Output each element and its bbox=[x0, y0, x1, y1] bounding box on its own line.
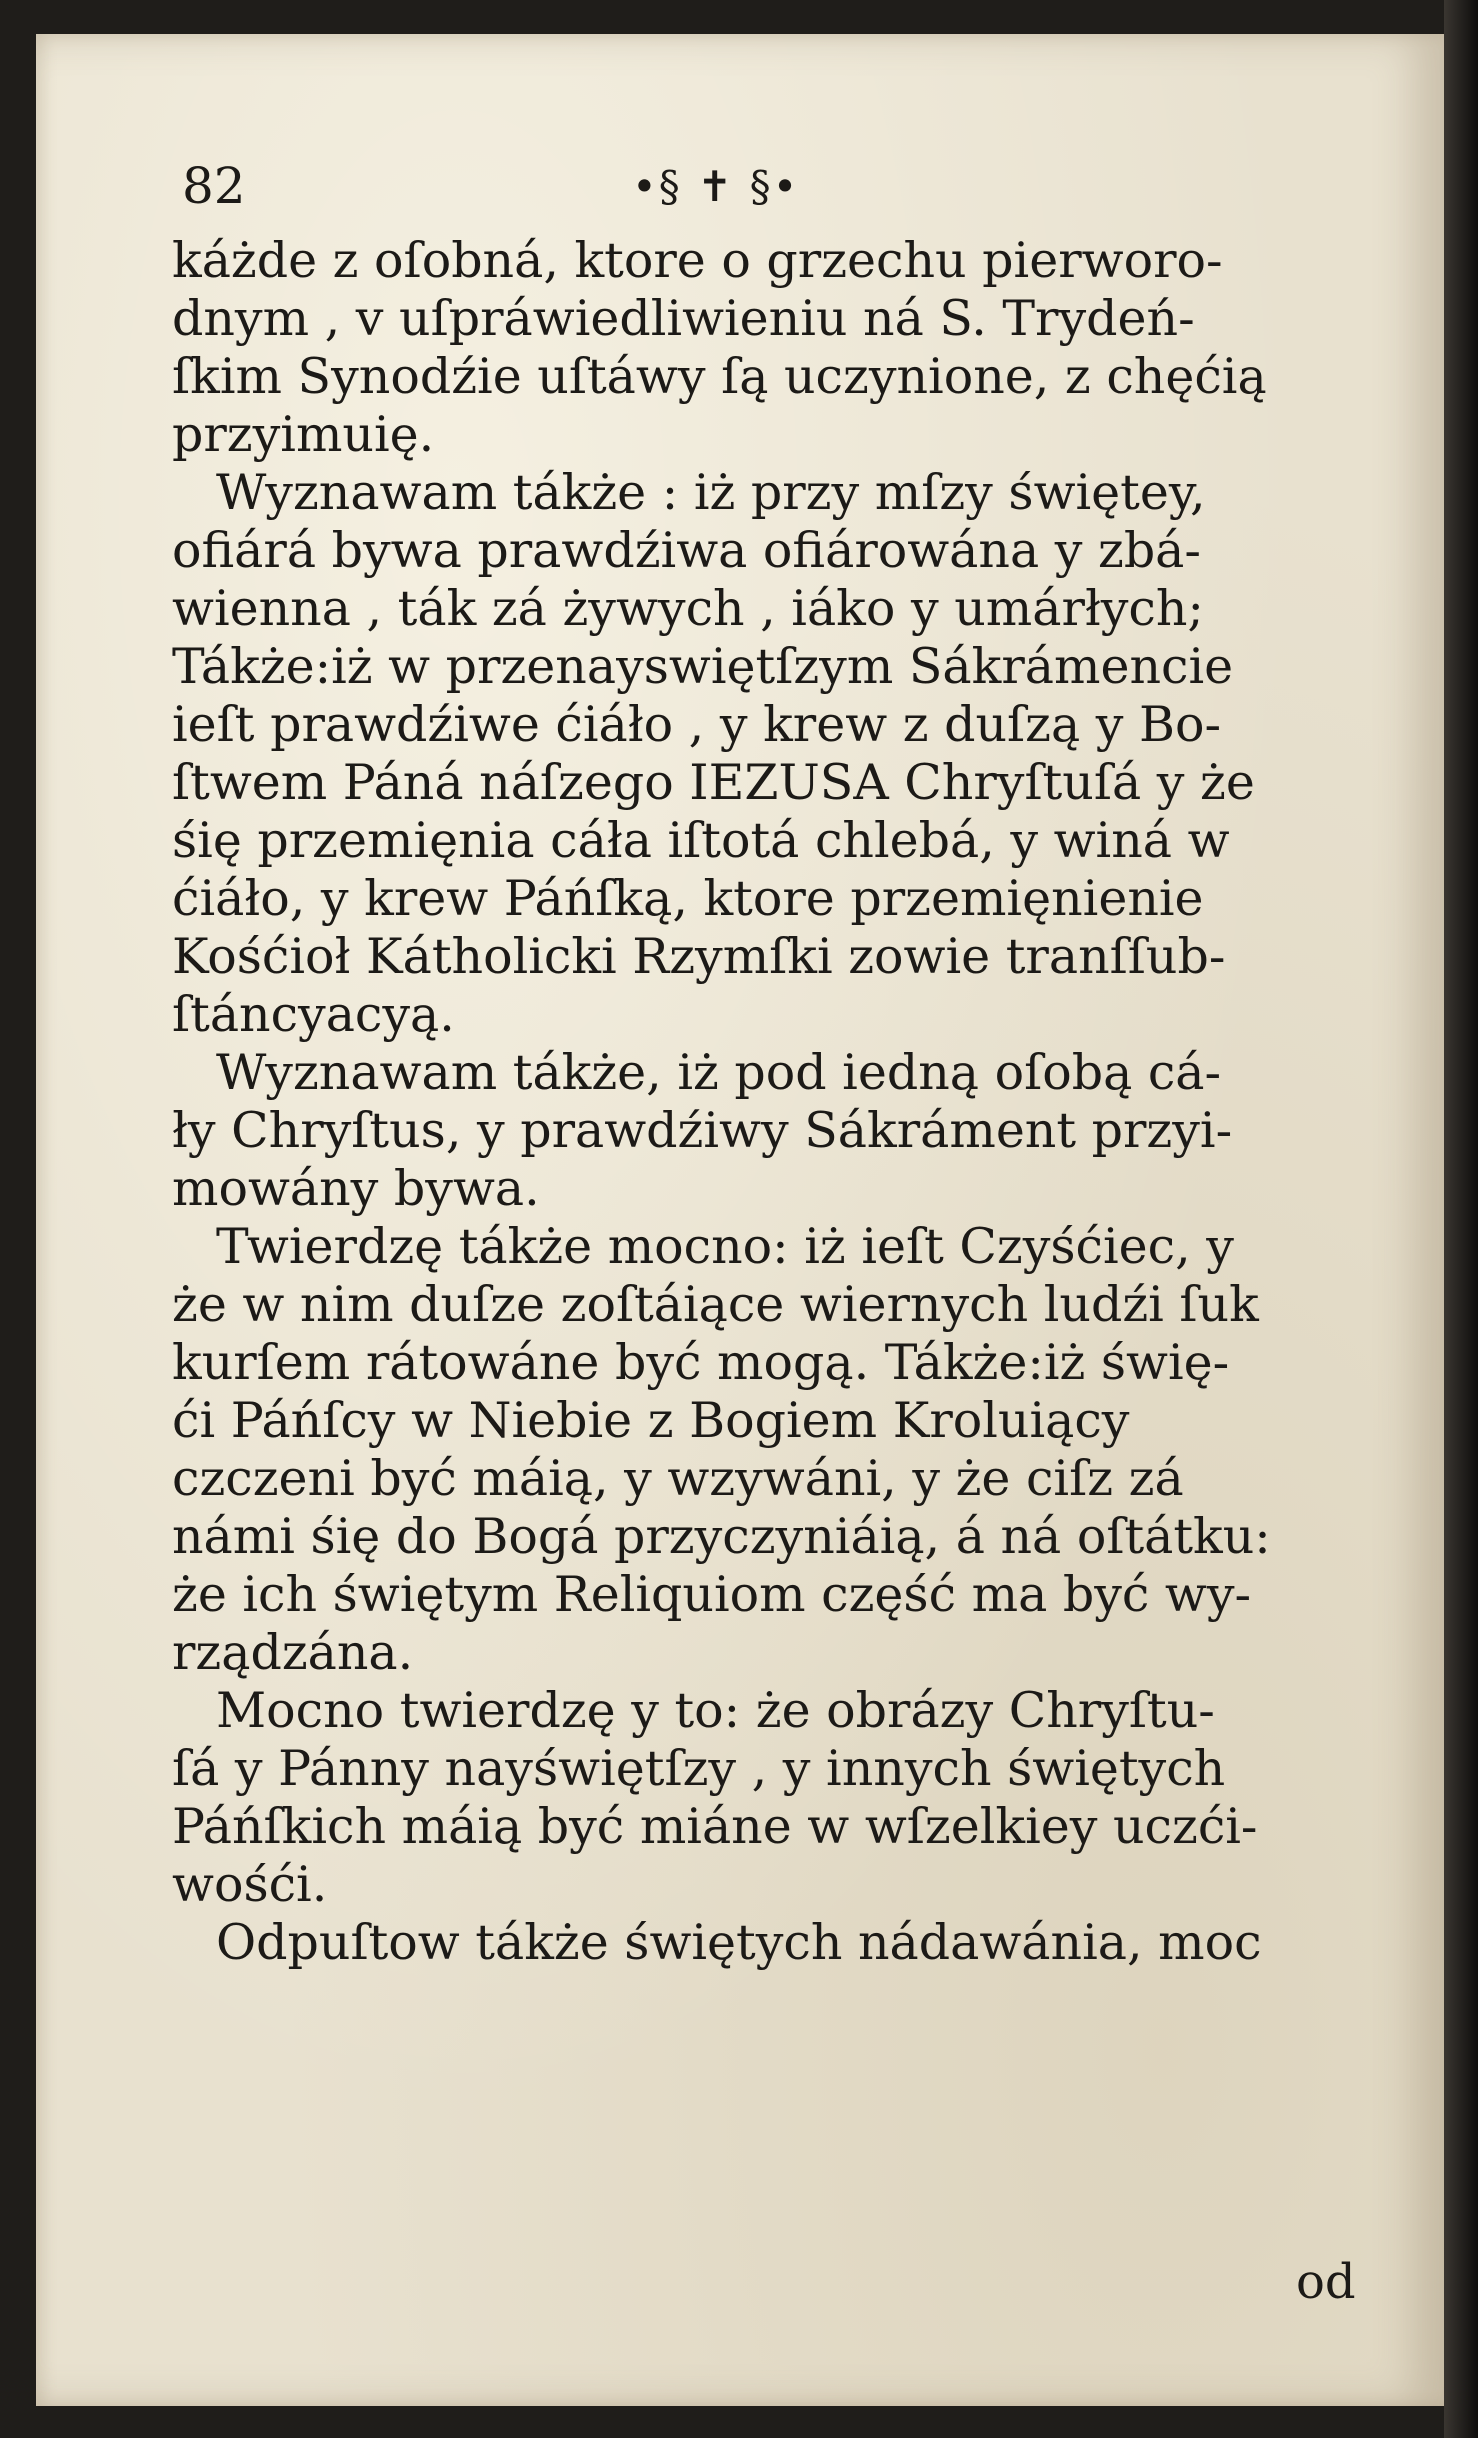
page-number: 82 bbox=[182, 157, 246, 215]
text-line: námi śię do Bogá przyczyniáią, á ná oſtátku: bbox=[172, 1508, 1271, 1565]
text-line: rządzána. bbox=[172, 1624, 414, 1681]
text-line: wośći. bbox=[172, 1856, 328, 1913]
text-line: kurſem rátowáne być mogą. Tákże:iż świę- bbox=[172, 1334, 1230, 1391]
text-line: ćiáło, y krew Páńſką, ktore przemięnienie bbox=[172, 870, 1204, 927]
text-line: mowány bywa. bbox=[172, 1160, 540, 1217]
text-line: ſtwem Páná náſzego IEZUSA Chryſtuſá y że bbox=[172, 754, 1255, 811]
text-line: czczeni być máią, y wzywáni, y że ciſz zá bbox=[172, 1450, 1184, 1507]
text-line: Wyznawam tákże : iż przy mſzy świętey, bbox=[216, 464, 1206, 521]
text-line: ſtáncyacyą. bbox=[172, 986, 455, 1043]
text-line: Wyznawam tákże, iż pod iedną oſobą cá- bbox=[216, 1044, 1222, 1101]
book-spine-edge bbox=[1444, 0, 1478, 2438]
text-line: káżde z oſobná, ktore o grzechu pierworo- bbox=[172, 232, 1223, 289]
header-ornament: •§ ✝ §• bbox=[632, 162, 800, 211]
text-line: że ich świętym Reliquiom część ma być wy- bbox=[172, 1566, 1252, 1623]
text-line: Tákże:iż w przenayswiętſzym Sákrámencie bbox=[172, 638, 1234, 695]
text-line: wienna , ták zá żywych , iáko y umárłych; bbox=[172, 580, 1204, 637]
text-line: Páńſkich máią być miáne w wſzelkiey uczći- bbox=[172, 1798, 1258, 1855]
text-line: ſá y Pánny nayświętſzy , y innych świętych bbox=[172, 1740, 1226, 1797]
text-line: ći Páńſcy w Niebie z Bogiem Kroluiący bbox=[172, 1392, 1130, 1449]
text-line: że w nim duſze zoſtáiące wiernych ludźi ſuk bbox=[172, 1276, 1259, 1333]
text-line: ſkim Synodźie uſtáwy ſą uczynione, z chęćią bbox=[172, 348, 1267, 405]
text-line: ofiárá bywa prawdźiwa ofiárowána y zbá- bbox=[172, 522, 1201, 579]
body-text bbox=[172, 232, 1402, 1972]
text-line: przyimuię. bbox=[172, 406, 435, 463]
text-line: ieſt prawdźiwe ćiáło , y krew z duſzą y Bo- bbox=[172, 696, 1222, 753]
text-line: Odpuſtow tákże świętych nádawánia, moc bbox=[216, 1914, 1262, 1971]
page-header bbox=[182, 156, 1282, 226]
text-line: Twierdzę tákże mocno: iż ieſt Czyśćiec, y bbox=[216, 1218, 1234, 1275]
text-line: Kośćioł Kátholicki Rzymſki zowie tranſſub- bbox=[172, 928, 1226, 985]
catchword: od bbox=[1296, 2254, 1356, 2310]
text-line: Mocno twierdzę y to: że obrázy Chryſtu- bbox=[216, 1682, 1215, 1739]
text-line: dnym , v uſpráwiedliwieniu ná S. Trydeń- bbox=[172, 290, 1195, 347]
text-line: ły Chryſtus, y prawdźiwy Sákráment przyi- bbox=[172, 1102, 1233, 1159]
text-line: śię przemięnia cáła iſtotá chlebá, y winá w bbox=[172, 812, 1230, 869]
